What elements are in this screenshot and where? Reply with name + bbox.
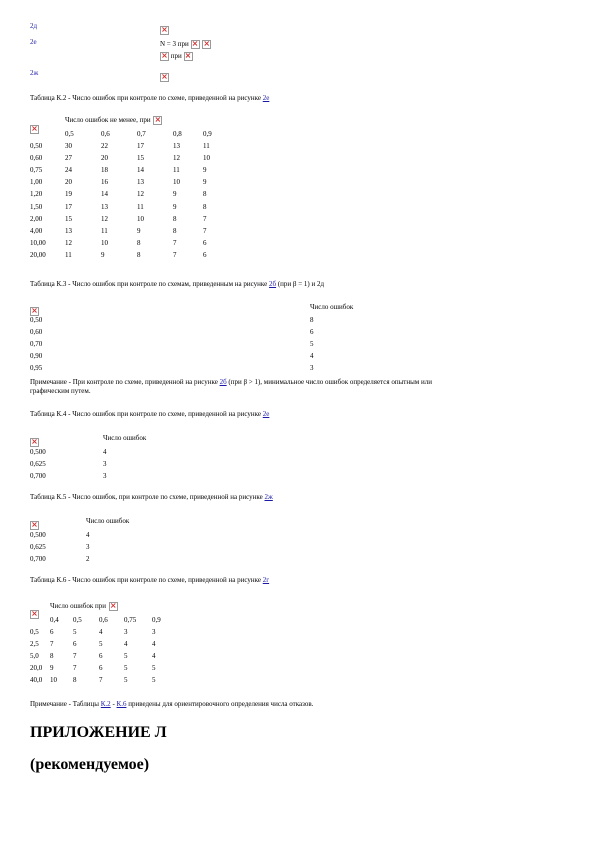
table-k3-caption: Таблица К.3 - Число ошибок при контроле по схемам, приведенным на рисунке 2б (при β = 1) и 2д xyxy=(30,280,325,288)
table-row: 0,5 6 5 4 3 3 xyxy=(30,628,156,637)
formula-line-1: N = 3 при × × xyxy=(160,40,211,49)
table-k5-header: Число ошибок xyxy=(86,517,130,525)
table-link-k6[interactable]: К.6 xyxy=(116,700,127,708)
appendix-subtitle: (рекомендуемое) xyxy=(30,756,150,773)
figure-link[interactable]: 2б xyxy=(269,280,277,288)
table-row: 0,60 27 20 15 12 10 xyxy=(30,154,210,163)
table-k6 xyxy=(30,614,180,687)
figure-link[interactable]: 2г xyxy=(262,576,270,584)
table-row: 0,500 4 xyxy=(30,531,90,539)
table-row: 20,0 9 7 6 5 5 xyxy=(30,664,156,673)
figure-link[interactable]: 2е xyxy=(262,410,270,418)
table-link-k2[interactable]: К.2 xyxy=(100,700,111,708)
table-row: 20,00 11 9 8 7 6 xyxy=(30,250,207,259)
table-row: 0,90 4 xyxy=(30,352,314,361)
table-row: 0,700 2 xyxy=(30,555,90,564)
table-row: 0,95 3 xyxy=(30,364,314,373)
table-row: 0,625 3 xyxy=(30,460,107,469)
table-row: 0,60 6 xyxy=(30,328,314,337)
figure-link[interactable]: 2ж xyxy=(264,493,273,501)
table-row: 0,50 30 22 17 13 11 xyxy=(30,142,210,151)
table-row: 2,00 15 12 10 8 7 xyxy=(30,214,207,223)
table-row: 0,500 4 xyxy=(30,448,107,456)
appendix-title: ПРИЛОЖЕНИЕ Л xyxy=(30,724,167,741)
table-row: 0,625 3 xyxy=(30,543,90,552)
table-k4-header: Число ошибок xyxy=(103,434,147,442)
table-row: 2,5 7 6 5 4 4 xyxy=(30,640,156,649)
table-row: 5,0 8 7 6 5 4 xyxy=(30,652,156,661)
table-row: 40,0 10 8 7 5 5 xyxy=(30,676,156,685)
table-k4 xyxy=(30,446,150,482)
table-k4-caption: Таблица К.4 - Число ошибок при контроле по схеме, приведенной на рисунке 2е xyxy=(30,410,270,418)
table-k6-header: Число ошибок при × xyxy=(50,602,118,611)
table-k3 xyxy=(30,314,330,374)
table-k6-caption: Таблица К.6 - Число ошибок при контроле по схеме, приведенной на рисунке 2г xyxy=(30,576,270,584)
formula-line-2: × при × xyxy=(160,52,193,61)
broken-image-icon xyxy=(160,73,169,82)
table-k2-header: Число ошибок не менее, при × xyxy=(65,116,162,125)
table-k2-caption: Таблица К.2 - Число ошибок при контроле по схеме, приведенной на рисунке 2е xyxy=(30,94,270,102)
table-row: 4,00 13 11 9 8 7 xyxy=(30,226,207,235)
table-k3-note: Примечание - При контроле по схеме, приведенной на рисунке 2б (при β > 1), минимальное число ошибок определяется опытным или xyxy=(30,378,432,386)
broken-image-icon xyxy=(184,52,193,61)
figure-link[interactable]: 2б xyxy=(219,378,227,386)
table-row: 0,75 24 18 14 11 9 xyxy=(30,166,207,175)
broken-image-icon xyxy=(160,52,169,61)
broken-image-icon xyxy=(160,26,169,35)
table-k2 xyxy=(30,128,230,261)
figure-link[interactable]: 2е xyxy=(262,94,270,102)
table-row: 0,70 5 xyxy=(30,340,314,349)
ref-2d[interactable]: 2д xyxy=(30,22,38,30)
ref-2zh[interactable]: 2ж xyxy=(30,69,39,77)
final-note: Примечание - Таблицы К.2 - К.6 приведены для ориентировочного определения числа отказов. xyxy=(30,700,314,708)
broken-image-icon xyxy=(202,40,211,49)
broken-image-icon xyxy=(153,116,162,125)
table-k3-header: Число ошибок xyxy=(310,303,354,311)
broken-image-icon xyxy=(109,602,118,611)
table-row: 1,00 20 16 13 10 9 xyxy=(30,178,207,187)
table-k5 xyxy=(30,529,150,565)
table-row: 0,700 3 xyxy=(30,472,107,481)
table-header-row: 0,5 0,6 0,7 0,8 0,9 xyxy=(65,130,212,138)
table-k5-caption: Таблица К.5 - Число ошибок, при контроле по схеме, приведенной на рисунке 2ж xyxy=(30,493,273,501)
table-row: 0,50 8 xyxy=(30,316,314,324)
table-k3-note-line2: графическим путем. xyxy=(30,387,91,395)
table-header-row: 0,4 0,5 0,6 0,75 0,9 xyxy=(50,616,161,624)
table-row: 1,50 17 13 11 9 8 xyxy=(30,202,207,211)
ref-2e[interactable]: 2е xyxy=(30,38,37,46)
table-row: 1,20 19 14 12 9 8 xyxy=(30,190,207,199)
table-row: 10,00 12 10 8 7 6 xyxy=(30,238,207,247)
broken-image-icon xyxy=(191,40,200,49)
